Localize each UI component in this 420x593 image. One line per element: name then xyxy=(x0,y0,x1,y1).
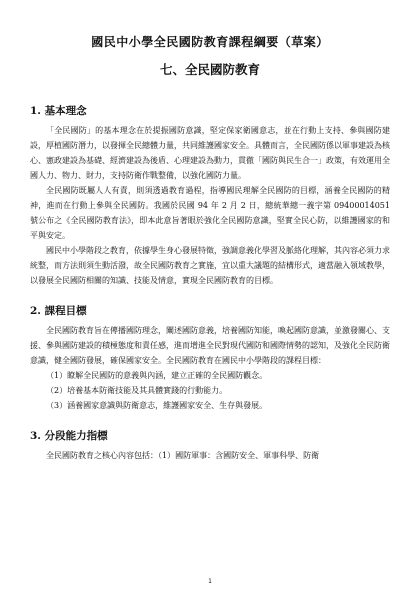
section-heading-course-objectives: 2. 課程目標 xyxy=(30,305,87,317)
section-heading-ability-indicators: 3. 分段能力指標 xyxy=(30,430,108,442)
document-title: 國民中小學全民國防教育課程綱要（草案） xyxy=(91,35,329,49)
paragraph: 全民國防教育旨在傳播國防理念，闡述國防意義，培養國防知能，喚起國防意識，並激發關心、支援、參與國防建設的積極態度和責任感，進而增進全民對現代國防和國際情勢的認知，及強化全民防衛意識，健全國防發展，確保國家安全。全民國防教育在國民中小學階段的課程目標： xyxy=(30,326,390,365)
list-item: （1）瞭解全民國防的意義與內涵，建立正確的全民國防觀念。 xyxy=(46,371,268,380)
list-item: （3）涵養國家意識與防衛意志，維護國家安全、生存與發展。 xyxy=(46,401,268,410)
list-item: （2）培養基本防衛技能及其具體實踐的行動能力。 xyxy=(46,386,228,395)
document-subtitle: 七、全民國防教育 xyxy=(159,62,260,77)
paragraph: 全民國防既屬人人有責，則須透過教育過程，指導國民理解全民國防的目標，涵養全民國防的精神，進而在行動上參與全民國防。我國於民國 94 年 2 月 2 日，總統華總一義字第 09400014051 號公布之《全民國防教育法》，即本此意旨著眼於強化全民國防意識，堅實全民心防，以維護國家的和平與安定。 xyxy=(30,186,390,240)
section-heading-basic-concept: 1. 基本理念 xyxy=(30,105,87,117)
page-number: 1 xyxy=(208,578,212,585)
objectives-list xyxy=(30,368,390,413)
paragraph: 全民國防教育之核心內容包括：（1）國防軍事：含國防安全、軍事科學、防衛 xyxy=(46,451,320,460)
paragraph: 「全民國防」的基本理念在於提振國防意識，堅定保家衛國意志，並在行動上支持、參與國防建設，厚植國防潛力，以發揮全民總體力量，共同維護國家安全。具體而言，全民國防係以軍事建設為核心、憲政建設為基礎、經濟建設為後盾、心理建設為動力，貫徹「國防與民生合一」政策，有效運用全國人力、物力、財力，支持防衛作戰整備，以強化國防力量。 xyxy=(30,126,390,180)
paragraph: 國民中小學階段之教育，依據學生身心發展特徵，強調意義化學習及脈絡化理解，其內容必須力求統整，而方法則須生動活潑，故全民國防教育之實施，宜以重大議題的結構形式，適當融入領域教學，以發展全民國防相關的知識、技能及情意，實現全民國防教育的目標。 xyxy=(30,246,390,285)
